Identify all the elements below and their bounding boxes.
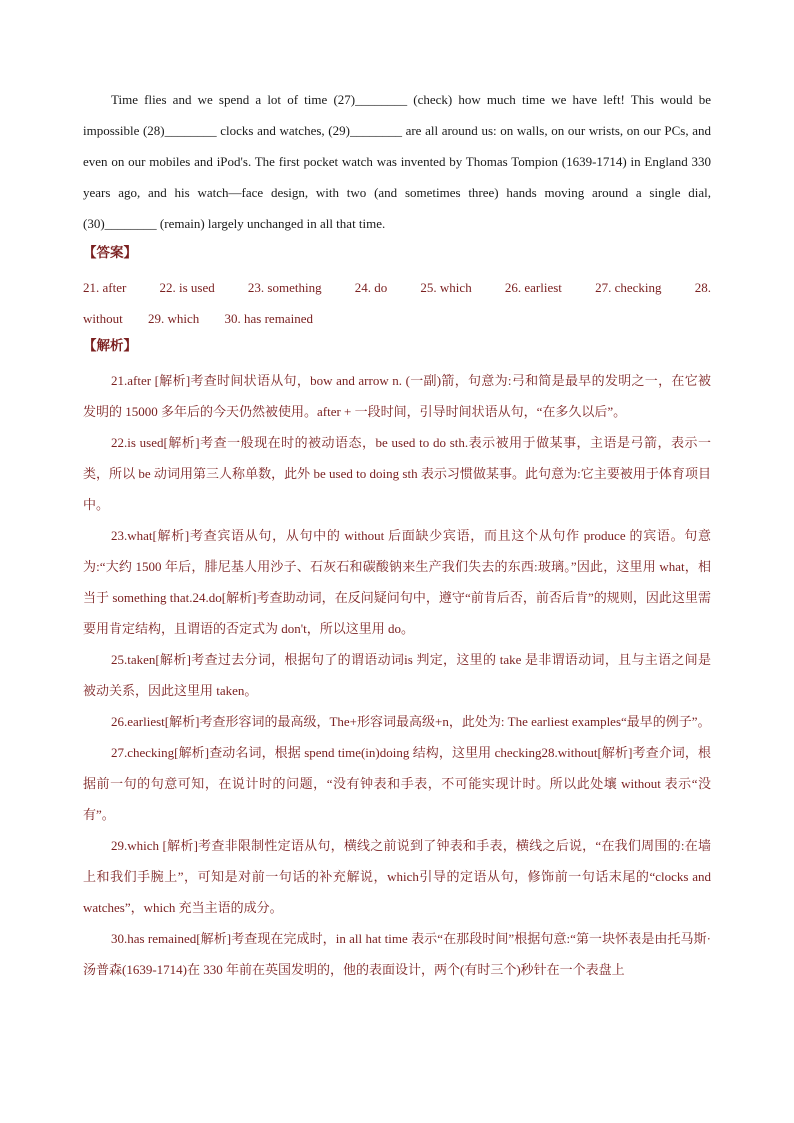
analysis-paragraph: 26.earliest[解析]考查形容词的最高级，The+形容词最高级+n，此处为: The earliest examples“最早的例子”。 (111, 714, 711, 729)
analysis-heading: 【解析】 (83, 338, 137, 353)
answer-item: 26. earliest (504, 280, 562, 295)
analysis-paragraph: 22.is used[解析]考查一般现在时的被动语态，be used to do sth.表示被用于做某事，主语是弓箭，表示一类，所以 be 动词用第三人称单数，此外 be used to doing sth 表示习惯做某事。此句意为:它主要被用于体育项目中。 (83, 435, 711, 512)
analysis-paragraph: 23.what[解析]考查宾语从句，从句中的 without 后面缺少宾语，而且这个从句作 produce 的宾语。句意为:“大约 1500 年后，腓尼基人用沙子、石灰石和碳酸钠来生产我们失去的东西:玻璃。”因此，这里用 what，相当于 something that.24.do[解析]考查助动词，在反问疑问句中，遵守“前肯后否，前否后肯”的规则，因此这里需要用肯定结构，且谓语的否定式为 don't，所以这里用 do。 (83, 528, 711, 636)
answer-item: 30. has remained (224, 311, 313, 326)
answer-item: 29. which (147, 311, 200, 326)
answer-item: 22. is used (159, 280, 215, 295)
analysis-paragraph: 21.after [解析]考查时间状语从句，bow and arrow n. (一副)箭，句意为:弓和简是最早的发明之一，在它被发明的 15000 多年后的今天仍然被使用。after + 一段时间，引导时间状语从句，“在多久以后”。 (83, 373, 711, 419)
answer-line-1 (83, 272, 711, 303)
answer-list (83, 272, 711, 334)
passage-paragraph: Time flies and we spend a lot of time (27)________ (check) how much time we have left! This would be impossible (28)________ clocks and watches, (29)________ are all around us: on walls, on our wrists, on our PCs, and even on our mobiles and iPod's. The first pocket watch was invented by Thomas Tompion (1639-1714) in England 330 years ago, and his watch—face design, with two (and sometimes three) hands moving around a single dial, (30)________ (remain) largely unchanged in all that time. (83, 92, 711, 231)
answer-item: 24. do (354, 280, 388, 295)
analysis-paragraph: 25.taken[解析]考查过去分词，根据句了的谓语动词is 判定，这里的 take 是非谓语动词，且与主语之间是被动关系，因此这里用 taken。 (83, 652, 711, 698)
analysis-paragraph: 29.which [解析]考查非限制性定语从句，横线之前说到了钟表和手表，横线之后说，“在我们周围的:在墙上和我们手腕上”，可知是对前一句话的补充解说，which引导的定语从句，修饰前一句话末尾的“clocks and watches”，which 充当主语的成分。 (83, 838, 711, 915)
answer-item: 25. which (420, 280, 472, 295)
answer-item: 27. checking (595, 280, 662, 295)
answer-heading: 【答案】 (83, 245, 137, 260)
answer-item: 23. something (247, 280, 322, 295)
analysis-section (83, 365, 711, 985)
analysis-paragraph: 27.checking[解析]查动名词，根据 spend time(in)doing 结构，这里用 checking28.without[解析]考查介词，根据前一句的句意可知，在说计时的问题，“没有钟表和手表，不可能实现计时。所以此处壤 without 表示“没有”。 (83, 745, 711, 822)
answer-item: 21. after (83, 280, 127, 295)
analysis-paragraph: 30.has remained[解析]考查现在完成时，in all hat time 表示“在那段时间”根据句意:“第一块怀表是由托马斯·汤普森(1639-1714)在 330 年前在英国发明的，他的表面设计，两个(有时三个)秒针在一个表盘上 (83, 931, 711, 977)
answer-line-2 (83, 303, 711, 334)
passage (83, 84, 711, 239)
answer-item: 28. (694, 280, 711, 295)
answer-item: without (83, 311, 123, 326)
